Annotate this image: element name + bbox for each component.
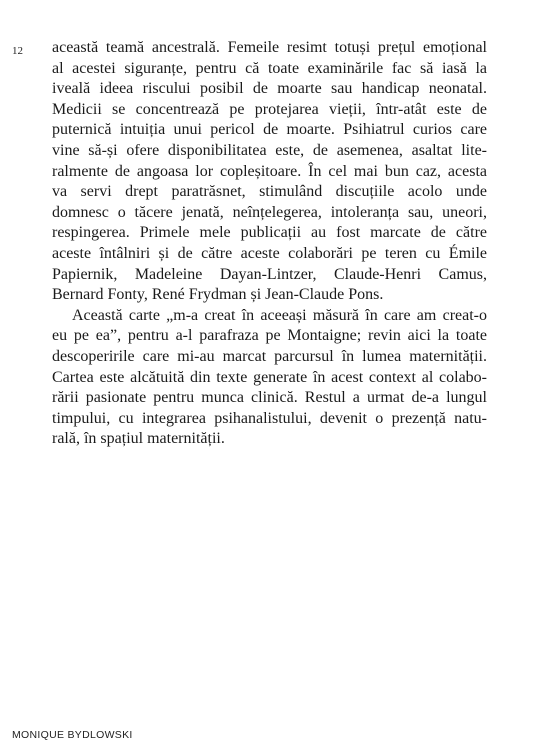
text-line: Papiernik, Madeleine Dayan-Lintzer, Claude-Henri Camus, — [52, 265, 487, 283]
text-line: eu pe ea”, pentru a-l parafraza pe Montaigne; revin aici la toate — [52, 327, 487, 345]
text-line: descoperirile care mi-au marcat parcursul în lumea maternității. — [52, 347, 487, 365]
text-line: puternică intuiția unui pericol de moarte. Psihiatrul curios care — [52, 121, 487, 139]
body-text — [52, 38, 487, 450]
text-line: rării pasionate pentru munca clinică. Restul a urmat de-a lungul — [52, 389, 487, 407]
text-line: Bernard Fonty, René Frydman și Jean-Claude Pons. — [52, 286, 384, 304]
paragraph-1 — [52, 38, 487, 306]
text-line: rală, în spațiul maternității. — [52, 430, 225, 448]
text-line: timpului, cu integrarea psihanalistului, devenit o prezență natu- — [52, 409, 487, 427]
paragraph-2 — [52, 306, 487, 450]
text-line: ralmente de angoasa lor copleșitoare. În cel mai bun caz, acesta — [52, 162, 487, 180]
running-footer-author: MONIQUE BYDLOWSKI — [12, 729, 133, 741]
text-line: Această carte „m-a creat în aceeași măsură în care am creat-o — [72, 306, 487, 324]
text-line: va servi drept paratrăsnet, stimulând discuțiile acolo unde — [52, 183, 487, 201]
page-number: 12 — [12, 45, 23, 57]
text-line: domnesc o tăcere jenată, neînțelegerea, intoleranța sau, uneori, — [52, 203, 487, 221]
text-line: iveală ideea riscului posibil de moarte sau handicap neonatal. — [52, 80, 487, 98]
text-line: Medicii se concentrează pe protejarea vieții, într-atât este de — [52, 100, 487, 118]
text-line: al acestei siguranțe, pentru că toate examinările fac să iasă la — [52, 59, 487, 77]
text-line: aceste întâlniri și de către aceste colaborări pe teren cu Émile — [52, 244, 487, 262]
text-line: respingerea. Primele mele publicații au fost marcate de către — [52, 224, 487, 242]
text-line: Cartea este alcătuită din texte generate în acest context al colabo- — [52, 368, 487, 386]
text-line: această teamă ancestrală. Femeile resimt totuși prețul emoțional — [52, 39, 487, 56]
text-line: vine să-și ofere disponibilitatea este, de asemenea, asaltat lite- — [52, 141, 487, 159]
